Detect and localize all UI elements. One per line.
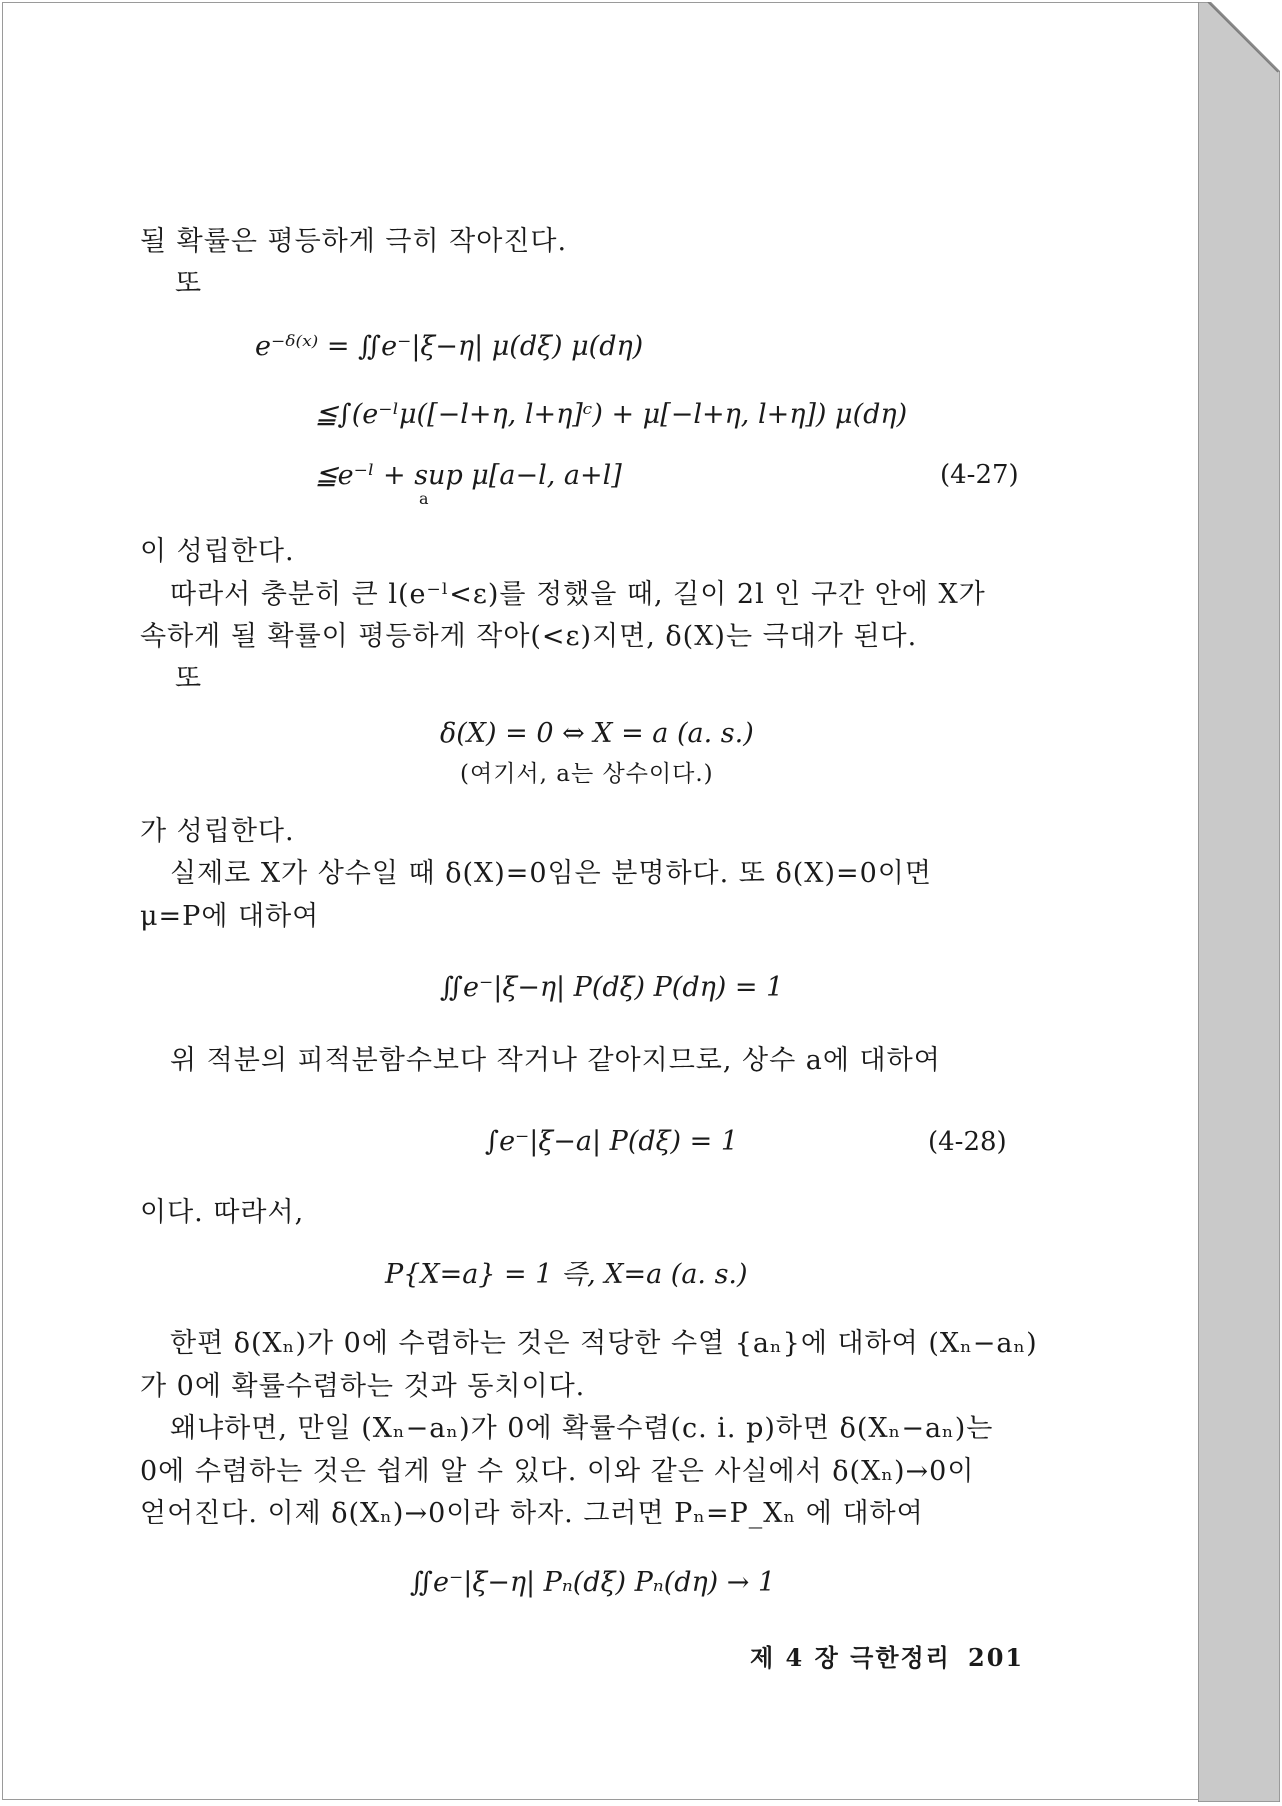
equation-number-4-28: (4-28) [928, 1127, 1007, 1157]
equation-1c: ≦e⁻ˡ + sup μ[a−l, a+l] [315, 460, 622, 491]
text-line-15: 0에 수렴하는 것은 쉽게 알 수 있다. 이와 같은 사실에서 δ(Xₙ)→0이 [140, 1456, 975, 1487]
equation-2-note: (여기서, a는 상수이다.) [460, 761, 714, 787]
footer-chapter-title: 제 4 장 극한정리 [750, 1643, 951, 1672]
text-line-14: 왜냐하면, 만일 (Xₙ−aₙ)가 0에 확률수렴(c. i. p)하면 δ(Xₙ−aₙ)는 [170, 1413, 994, 1444]
text-line-7: 가 성립한다. [140, 816, 295, 847]
text-line-9: μ=P에 대하여 [140, 901, 320, 932]
text-line-5: 속하게 될 확률이 평등하게 작아(<ε)지면, δ(X)는 극대가 된다. [140, 621, 918, 652]
text-line-11: 이다. 따라서, [140, 1197, 305, 1228]
text-line-3: 이 성립한다. [140, 536, 295, 567]
equation-4: ∫e⁻|ξ−a| P(dξ) = 1 [485, 1126, 739, 1157]
equation-1c-subscript: a [419, 489, 429, 508]
equation-1a: e⁻ᵟ⁽ˣ⁾ = ∬e⁻|ξ−η| μ(dξ) μ(dη) [255, 331, 644, 362]
equation-3: ∬e⁻|ξ−η| P(dξ) P(dη) = 1 [440, 972, 784, 1003]
text-line-6: 또 [175, 663, 203, 694]
text-line-1: 될 확률은 평등하게 극히 작아진다. [140, 226, 568, 257]
equation-number-4-27: (4-27) [940, 460, 1019, 490]
equation-5: P{X=a} = 1 즉, X=a (a. s.) [385, 1259, 748, 1290]
equation-2: δ(X) = 0 ⇔ X = a (a. s.) [440, 718, 754, 749]
text-line-16: 얻어진다. 이제 δ(Xₙ)→0이라 하자. 그러면 Pₙ=P_Xₙ 에 대하여 [140, 1498, 924, 1529]
text-line-10: 위 적분의 피적분함수보다 작거나 같아지므로, 상수 a에 대하여 [170, 1045, 941, 1076]
equation-1b: ≦∫(e⁻ˡμ([−l+η, l+η]ᶜ) + μ[−l+η, l+η]) μ(dη) [315, 399, 908, 430]
text-line-13: 가 0에 확률수렴하는 것과 동치이다. [140, 1371, 586, 1402]
text-line-8: 실제로 X가 상수일 때 δ(X)=0임은 분명하다. 또 δ(X)=0이면 [170, 858, 932, 889]
footer-page-number: 201 [968, 1643, 1025, 1672]
text-line-2: 또 [175, 268, 203, 299]
equation-6: ∬e⁻|ξ−η| Pₙ(dξ) Pₙ(dη) → 1 [410, 1567, 776, 1598]
text-line-4: 따라서 충분히 큰 l(e⁻ˡ<ε)를 정했을 때, 길이 2l 인 구간 안에 X가 [170, 579, 986, 610]
page-edge [1198, 2, 1280, 1802]
text-line-12: 한편 δ(Xₙ)가 0에 수렴하는 것은 적당한 수열 {aₙ}에 대하여 (Xₙ−aₙ) [170, 1328, 1038, 1359]
